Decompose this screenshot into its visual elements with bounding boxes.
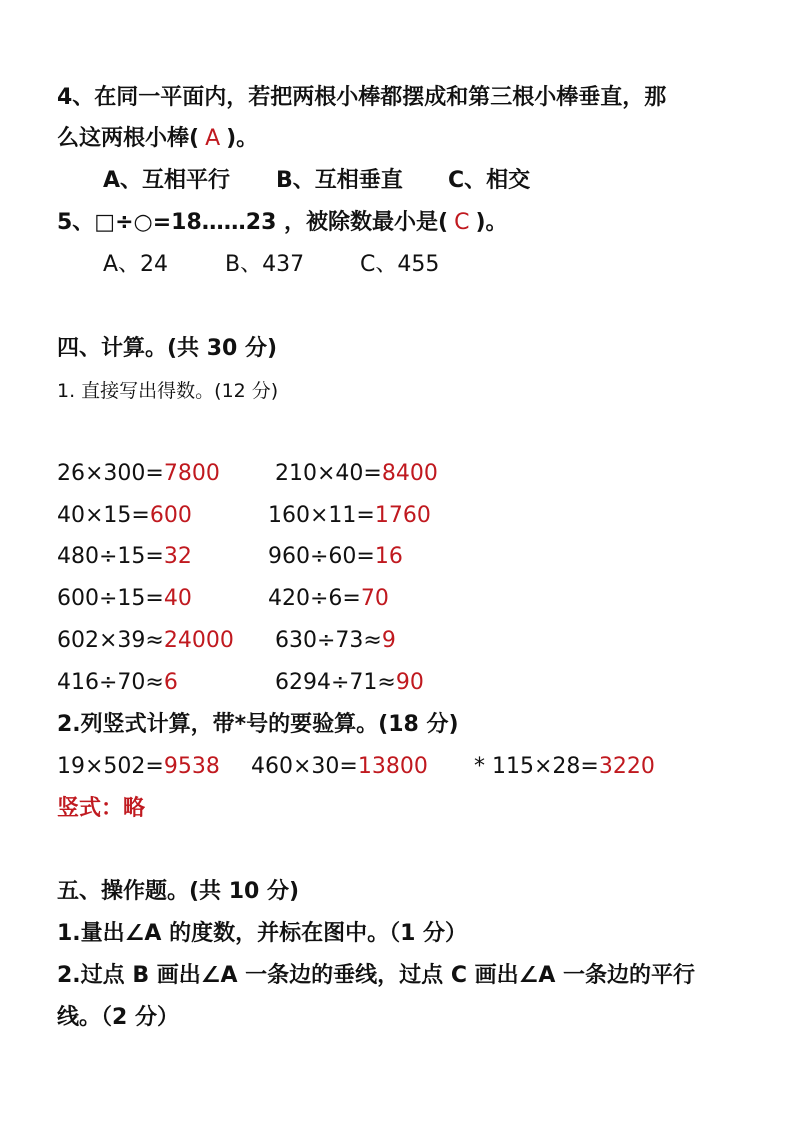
calc-question: 416÷70≈ [57,670,164,695]
calc-answer: 9538 [163,754,220,779]
calc-answer: 13800 [357,754,428,779]
q5-option-a: A、24 [103,252,169,277]
section4-title: 四、计算。(共 30 分) [57,336,278,361]
section5-item2-line1: 2.过点 B 画出∠A 一条边的垂线，过点 C 画出∠A 一条边的平行 [57,963,696,988]
calc-question: 40×15= [57,503,150,528]
q5-suffix: )。 [475,210,508,235]
q5-answer: C [454,210,470,235]
calc-answer: 90 [395,670,424,695]
calc-answer: 3220 [598,754,655,779]
section4-sub2: 2.列竖式计算，带*号的要验算。(18 分) [57,712,459,737]
q4-option-b: B、互相垂直 [276,168,403,193]
calc-answer: 32 [163,544,192,569]
vertical-calc-row [57,753,655,781]
q4-prefix: 么这两根小棒( [57,126,200,151]
calc-question: * 115×28= [474,754,599,779]
calc-row [57,585,389,613]
calc-question: 630÷73≈ [275,628,382,653]
calc-question: 210×40= [275,461,382,486]
calc-row [57,669,424,697]
calc-question: 420÷6= [268,586,361,611]
calc-answer: 7800 [163,461,220,486]
calc-answer: 9 [381,628,396,653]
calc-row [57,460,438,488]
q4-answer: A [205,126,221,151]
q5-option-c: C、455 [360,252,440,277]
calc-row [57,627,396,655]
section5-title: 五、操作题。(共 10 分) [57,879,300,904]
calc-answer: 1760 [374,503,431,528]
q4-line2 [57,125,258,153]
calc-answer: 8400 [381,461,438,486]
q4-options [103,167,530,195]
q5-prefix: 5、□÷○=18……23 ，被除数最小是( [57,210,449,235]
calc-question: 480÷15= [57,544,164,569]
calc-question: 460×30= [251,754,358,779]
q4-option-a: A、互相平行 [103,168,231,193]
calc-row [57,502,431,530]
vertical-note: 竖式：略 [57,796,146,821]
section5-item2-line2: 线。（2 分） [57,1005,179,1030]
q5-option-b: B、437 [225,252,305,277]
q4-line1: 4、在同一平面内，若把两根小棒都摆成和第三根小棒垂直，那 [57,85,667,110]
calc-question: 6294÷71≈ [275,670,396,695]
calc-question: 19×502= [57,754,164,779]
calc-question: 960÷60= [268,544,375,569]
q4-suffix: )。 [226,126,259,151]
calc-answer: 24000 [163,628,234,653]
calc-answer: 6 [163,670,178,695]
calc-answer: 40 [163,586,192,611]
calc-question: 26×300= [57,461,164,486]
calc-answer: 70 [360,586,389,611]
calc-row [57,543,403,571]
section5-item1: 1.量出∠A 的度数，并标在图中。（1 分） [57,921,468,946]
calc-question: 600÷15= [57,586,164,611]
q5-line [57,209,508,237]
calc-question: 160×11= [268,503,375,528]
section4-sub1: 1. 直接写出得数。(12 分) [57,380,279,402]
q5-options [103,251,439,279]
calc-answer: 16 [374,544,403,569]
q4-option-c: C、相交 [448,168,531,193]
calc-answer: 600 [149,503,192,528]
calc-question: 602×39≈ [57,628,164,653]
